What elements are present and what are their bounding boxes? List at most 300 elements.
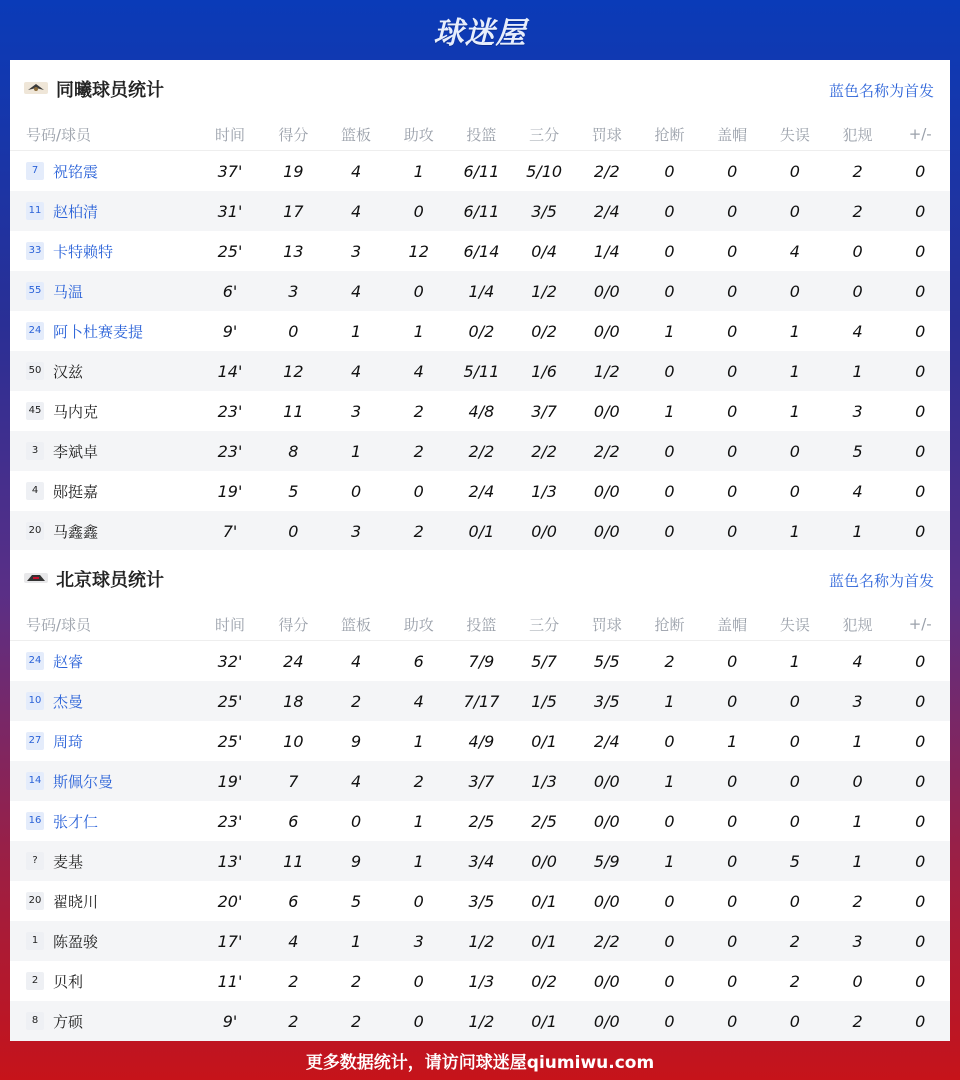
stat-plusminus: 0 <box>915 201 926 221</box>
stat-points: 19 <box>283 161 304 181</box>
stat-plusminus: 0 <box>915 321 926 341</box>
stat-fouls: 2 <box>852 201 863 221</box>
team-header <box>10 60 950 118</box>
player-cell <box>10 931 196 952</box>
jersey-number: 55 <box>26 282 44 300</box>
stat-time: 14' <box>217 361 243 381</box>
stat-blocks: 0 <box>727 691 738 711</box>
stat-three: 2/2 <box>531 441 557 461</box>
stat-points: 8 <box>288 441 299 461</box>
stat-fg: 1/2 <box>468 1011 495 1031</box>
stat-turnovers: 1 <box>789 401 800 421</box>
stat-fg: 3/7 <box>468 771 495 791</box>
stat-fouls: 4 <box>852 651 863 671</box>
stat-steals: 1 <box>664 851 675 871</box>
stat-assists: 2 <box>413 401 424 421</box>
stat-time: 23' <box>217 811 243 831</box>
stat-points: 6 <box>288 811 299 831</box>
stat-blocks: 0 <box>727 851 738 871</box>
jersey-number: 3 <box>26 442 44 460</box>
stat-time: 31' <box>217 201 243 221</box>
stat-plusminus: 0 <box>915 481 926 501</box>
stat-time: 19' <box>217 481 243 501</box>
footer-banner <box>0 1040 960 1080</box>
stat-fg: 6/11 <box>463 201 500 221</box>
header-fg: 投篮 <box>466 615 497 634</box>
stat-points: 18 <box>283 691 304 711</box>
player-cell <box>10 971 196 992</box>
table-row <box>10 431 950 471</box>
table-row <box>10 311 950 351</box>
header-assists: 助攻 <box>403 615 434 634</box>
team-card-1 <box>10 60 950 550</box>
player-cell <box>10 321 196 342</box>
stat-fg: 1/2 <box>468 931 495 951</box>
jersey-number: 14 <box>26 772 44 790</box>
stat-plusminus: 0 <box>915 931 926 951</box>
stat-steals: 0 <box>664 241 675 261</box>
stat-assists: 1 <box>413 811 424 831</box>
stat-steals: 0 <box>664 161 675 181</box>
stat-ft: 0/0 <box>593 811 620 831</box>
player-name[interactable]: 周琦 <box>53 732 84 751</box>
stat-points: 0 <box>288 321 299 341</box>
stat-steals: 0 <box>664 201 675 221</box>
header-fouls: 犯规 <box>842 615 873 634</box>
stat-assists: 0 <box>413 481 424 501</box>
column-header-row <box>10 118 950 151</box>
stat-time: 9' <box>222 1011 238 1031</box>
stat-fg: 7/9 <box>468 651 495 671</box>
header-player: 号码/球员 <box>26 615 92 634</box>
stat-fouls: 2 <box>852 1011 863 1031</box>
player-name[interactable]: 郧挺嘉 <box>53 482 99 501</box>
stat-points: 10 <box>283 731 304 751</box>
stat-time: 25' <box>217 731 243 751</box>
stat-rebounds: 4 <box>350 201 362 221</box>
player-name[interactable]: 翟晓川 <box>53 892 99 911</box>
stat-points: 13 <box>283 241 304 261</box>
stat-plusminus: 0 <box>915 971 926 991</box>
stat-points: 3 <box>288 281 299 301</box>
header-steals: 抢断 <box>654 615 685 634</box>
stat-time: 20' <box>217 891 243 911</box>
stat-steals: 1 <box>664 321 675 341</box>
stat-blocks: 0 <box>727 361 738 381</box>
stat-plusminus: 0 <box>915 811 926 831</box>
stat-three: 2/5 <box>531 811 557 831</box>
stat-fouls: 1 <box>852 521 863 541</box>
stat-time: 9' <box>222 321 238 341</box>
stat-blocks: 0 <box>727 241 738 261</box>
team-logo-icon <box>24 570 48 586</box>
stat-points: 6 <box>288 891 299 911</box>
header-assists: 助攻 <box>403 125 434 144</box>
player-name[interactable]: 卡特赖特 <box>53 242 114 261</box>
stat-steals: 1 <box>664 771 675 791</box>
stat-time: 25' <box>217 241 243 261</box>
stat-three: 1/2 <box>531 281 557 301</box>
jersey-number: 33 <box>26 242 44 260</box>
player-name[interactable]: 阿卜杜赛麦提 <box>53 322 144 341</box>
header-steals: 抢断 <box>654 125 685 144</box>
stat-time: 6' <box>222 281 238 301</box>
stat-fg: 6/14 <box>463 241 500 261</box>
stat-steals: 0 <box>664 281 675 301</box>
stat-blocks: 0 <box>727 321 738 341</box>
stat-assists: 1 <box>413 161 424 181</box>
stat-assists: 0 <box>413 891 424 911</box>
stat-steals: 0 <box>664 441 675 461</box>
stat-rebounds: 3 <box>350 241 362 261</box>
stat-time: 25' <box>217 691 243 711</box>
stat-three: 1/5 <box>531 691 557 711</box>
stat-fouls: 1 <box>852 731 863 751</box>
stat-rebounds: 1 <box>350 441 362 461</box>
jersey-number: 24 <box>26 652 44 670</box>
stat-ft: 0/0 <box>593 401 620 421</box>
stat-rebounds: 4 <box>350 771 362 791</box>
player-cell <box>10 771 196 792</box>
player-name[interactable]: 马鑫鑫 <box>53 522 99 541</box>
table-row <box>10 1001 950 1041</box>
stat-fg: 3/4 <box>468 851 495 871</box>
stat-plusminus: 0 <box>915 891 926 911</box>
stat-fg: 0/1 <box>468 521 495 541</box>
stat-ft: 0/0 <box>593 521 620 541</box>
stat-turnovers: 0 <box>789 481 800 501</box>
table-row <box>10 231 950 271</box>
stat-rebounds: 3 <box>350 401 362 421</box>
stat-fouls: 0 <box>852 771 863 791</box>
stat-turnovers: 0 <box>789 1011 800 1031</box>
player-cell <box>10 891 196 912</box>
player-cell <box>10 201 196 222</box>
stat-fouls: 3 <box>852 931 863 951</box>
stat-turnovers: 5 <box>789 851 800 871</box>
stat-ft: 5/5 <box>593 651 620 671</box>
stat-assists: 2 <box>413 441 424 461</box>
stat-blocks: 0 <box>727 931 738 951</box>
stat-time: 37' <box>217 161 243 181</box>
player-cell <box>10 811 196 832</box>
table-row <box>10 801 950 841</box>
stat-plusminus: 0 <box>915 651 926 671</box>
header-time: 时间 <box>214 125 245 144</box>
stat-steals: 2 <box>664 651 675 671</box>
header-plusminus: +/- <box>908 615 932 633</box>
stat-steals: 0 <box>664 971 675 991</box>
stat-time: 23' <box>217 401 243 421</box>
header-rebounds: 篮板 <box>341 615 372 634</box>
column-header-row <box>10 608 950 641</box>
stat-plusminus: 0 <box>915 161 926 181</box>
stat-ft: 0/0 <box>593 481 620 501</box>
jersey-number: 10 <box>26 692 44 710</box>
stat-fouls: 1 <box>852 811 863 831</box>
jersey-number: 20 <box>26 522 44 540</box>
stat-three: 3/5 <box>531 201 557 221</box>
stat-assists: 0 <box>413 971 424 991</box>
stat-assists: 3 <box>413 931 424 951</box>
stat-fg: 1/4 <box>468 281 495 301</box>
player-cell <box>10 441 196 462</box>
stat-plusminus: 0 <box>915 1011 926 1031</box>
stat-steals: 0 <box>664 731 675 751</box>
stat-assists: 1 <box>413 851 424 871</box>
stat-assists: 0 <box>413 1011 424 1031</box>
header-ft: 罚球 <box>591 125 622 144</box>
stat-time: 7' <box>222 521 238 541</box>
player-name[interactable]: 斯佩尔曼 <box>53 772 114 791</box>
stat-steals: 0 <box>664 481 675 501</box>
stat-points: 4 <box>288 931 299 951</box>
header-turnovers: 失误 <box>779 615 810 634</box>
table-row <box>10 351 950 391</box>
player-cell <box>10 731 196 752</box>
jersey-number: 8 <box>26 1012 44 1030</box>
stat-three: 5/7 <box>531 651 557 671</box>
stat-fg: 2/2 <box>468 441 495 461</box>
stat-fouls: 3 <box>852 401 863 421</box>
stat-points: 17 <box>283 201 304 221</box>
stat-points: 11 <box>283 851 304 871</box>
stat-points: 2 <box>288 1011 299 1031</box>
stat-blocks: 0 <box>727 441 738 461</box>
stat-rebounds: 2 <box>350 691 362 711</box>
stat-fouls: 0 <box>852 241 863 261</box>
stat-points: 0 <box>288 521 299 541</box>
stat-plusminus: 0 <box>915 731 926 751</box>
stat-fg: 2/4 <box>468 481 495 501</box>
stat-three: 0/1 <box>531 731 557 751</box>
stat-time: 23' <box>217 441 243 461</box>
table-row <box>10 721 950 761</box>
stat-steals: 0 <box>664 811 675 831</box>
stat-steals: 1 <box>664 691 675 711</box>
header-time: 时间 <box>214 615 245 634</box>
stat-blocks: 0 <box>727 771 738 791</box>
stat-turnovers: 0 <box>789 811 800 831</box>
stat-ft: 1/4 <box>593 241 620 261</box>
stat-assists: 0 <box>413 281 424 301</box>
stat-three: 0/4 <box>531 241 557 261</box>
player-name[interactable]: 李斌卓 <box>53 442 99 461</box>
stat-turnovers: 4 <box>789 241 800 261</box>
stat-fg: 0/2 <box>468 321 495 341</box>
header-blocks: 盖帽 <box>717 615 748 634</box>
jersey-number: 45 <box>26 402 44 420</box>
stat-time: 32' <box>217 651 243 671</box>
stat-fouls: 4 <box>852 481 863 501</box>
stat-points: 7 <box>288 771 299 791</box>
player-cell <box>10 691 196 712</box>
stat-assists: 2 <box>413 771 424 791</box>
stat-plusminus: 0 <box>915 441 926 461</box>
stat-rebounds: 1 <box>350 321 362 341</box>
table-row <box>10 151 950 191</box>
stat-plusminus: 0 <box>915 241 926 261</box>
header-turnovers: 失误 <box>779 125 810 144</box>
stat-steals: 1 <box>664 401 675 421</box>
stat-three: 0/0 <box>531 521 557 541</box>
stat-time: 19' <box>217 771 243 791</box>
jersey-number: 4 <box>26 482 44 500</box>
stat-blocks: 0 <box>727 971 738 991</box>
table-row <box>10 761 950 801</box>
stat-fouls: 2 <box>852 891 863 911</box>
stat-assists: 1 <box>413 321 424 341</box>
player-cell <box>10 851 196 872</box>
stat-fg: 7/17 <box>463 691 500 711</box>
stat-turnovers: 1 <box>789 651 800 671</box>
stat-turnovers: 2 <box>789 971 800 991</box>
table-row <box>10 921 950 961</box>
player-name[interactable]: 马温 <box>53 282 84 301</box>
stat-blocks: 0 <box>727 281 738 301</box>
starter-note: 蓝色名称为首发 <box>828 82 934 100</box>
player-rows <box>10 641 950 1041</box>
stat-time: 17' <box>217 931 243 951</box>
player-cell <box>10 401 196 422</box>
header-points: 得分 <box>278 615 309 634</box>
stat-ft: 2/2 <box>593 441 620 461</box>
player-name[interactable]: 马内克 <box>53 402 99 421</box>
stat-blocks: 0 <box>727 1011 738 1031</box>
stat-turnovers: 0 <box>789 281 800 301</box>
stat-time: 13' <box>217 851 243 871</box>
player-cell <box>10 161 196 182</box>
stat-assists: 0 <box>413 201 424 221</box>
stat-fouls: 4 <box>852 321 863 341</box>
player-cell <box>10 361 196 382</box>
stat-three: 0/0 <box>531 851 557 871</box>
player-cell <box>10 281 196 302</box>
jersey-number: 11 <box>26 202 44 220</box>
jersey-number: 2 <box>26 972 44 990</box>
player-name[interactable]: 贝利 <box>53 972 84 991</box>
stat-rebounds: 4 <box>350 361 362 381</box>
player-cell <box>10 481 196 502</box>
table-row <box>10 961 950 1001</box>
stat-ft: 0/0 <box>593 321 620 341</box>
stat-ft: 2/4 <box>593 201 620 221</box>
player-name[interactable]: 祝铭震 <box>53 162 99 181</box>
stat-turnovers: 1 <box>789 361 800 381</box>
stat-turnovers: 0 <box>789 441 800 461</box>
stat-assists: 4 <box>413 361 424 381</box>
player-name[interactable]: 方硕 <box>53 1012 84 1031</box>
stat-rebounds: 4 <box>350 651 362 671</box>
header-plusminus: +/- <box>908 125 932 143</box>
stat-rebounds: 9 <box>350 851 362 871</box>
stat-blocks: 0 <box>727 481 738 501</box>
stat-points: 2 <box>288 971 299 991</box>
stat-rebounds: 2 <box>350 1011 362 1031</box>
table-row <box>10 841 950 881</box>
stat-blocks: 0 <box>727 811 738 831</box>
stat-points: 5 <box>288 481 299 501</box>
stat-plusminus: 0 <box>915 771 926 791</box>
stat-fg: 6/11 <box>463 161 500 181</box>
team-header <box>10 550 950 608</box>
stat-three: 0/1 <box>531 891 557 911</box>
stat-blocks: 0 <box>727 891 738 911</box>
stat-fg: 5/11 <box>463 361 500 381</box>
stat-turnovers: 0 <box>789 201 800 221</box>
stat-fouls: 3 <box>852 691 863 711</box>
stat-ft: 2/2 <box>593 161 620 181</box>
stat-fg: 3/5 <box>468 891 495 911</box>
stat-three: 0/1 <box>531 931 557 951</box>
stat-three: 1/6 <box>531 361 557 381</box>
player-name[interactable]: 杰曼 <box>53 692 84 711</box>
table-row <box>10 681 950 721</box>
stat-fg: 4/8 <box>468 401 495 421</box>
stat-rebounds: 0 <box>350 481 362 501</box>
player-cell <box>10 521 196 542</box>
player-rows <box>10 151 950 551</box>
header-fg: 投篮 <box>466 125 497 144</box>
header-ft: 罚球 <box>591 615 622 634</box>
stat-turnovers: 2 <box>789 931 800 951</box>
starter-note: 蓝色名称为首发 <box>828 572 934 590</box>
stat-turnovers: 0 <box>789 771 800 791</box>
team-logo-icon <box>24 80 48 96</box>
jersey-number: 1 <box>26 932 44 950</box>
stat-three: 3/7 <box>531 401 557 421</box>
player-name[interactable]: 汉兹 <box>53 362 84 381</box>
stat-blocks: 0 <box>727 201 738 221</box>
stat-three: 5/10 <box>526 161 563 181</box>
stat-ft: 0/0 <box>593 771 620 791</box>
stat-plusminus: 0 <box>915 521 926 541</box>
header-rebounds: 篮板 <box>341 125 372 144</box>
player-name[interactable]: 张才仁 <box>53 812 99 831</box>
stat-assists: 6 <box>413 651 424 671</box>
stat-points: 12 <box>283 361 304 381</box>
stat-turnovers: 1 <box>789 321 800 341</box>
stat-time: 11' <box>217 971 243 991</box>
header-three: 三分 <box>529 125 560 144</box>
stat-steals: 0 <box>664 361 675 381</box>
player-name[interactable]: 赵柏清 <box>53 202 99 221</box>
stat-rebounds: 0 <box>350 811 362 831</box>
stat-fouls: 5 <box>852 441 863 461</box>
player-cell <box>10 241 196 262</box>
table-row <box>10 511 950 551</box>
player-name[interactable]: 赵睿 <box>53 652 84 671</box>
stat-steals: 0 <box>664 931 675 951</box>
stat-three: 0/2 <box>531 971 557 991</box>
table-row <box>10 191 950 231</box>
stat-fouls: 1 <box>852 851 863 871</box>
stat-plusminus: 0 <box>915 851 926 871</box>
table-row <box>10 881 950 921</box>
header-player: 号码/球员 <box>26 125 92 144</box>
jersey-number: 20 <box>26 892 44 910</box>
jersey-number: ? <box>26 852 44 870</box>
stat-turnovers: 1 <box>789 521 800 541</box>
stat-assists: 4 <box>413 691 424 711</box>
stat-steals: 0 <box>664 1011 675 1031</box>
stat-blocks: 1 <box>727 731 738 751</box>
player-name[interactable]: 陈盈骏 <box>53 932 99 951</box>
player-name[interactable]: 麦基 <box>53 852 84 871</box>
stat-fg: 1/3 <box>468 971 495 991</box>
jersey-number: 7 <box>26 162 44 180</box>
top-bar <box>0 0 960 60</box>
